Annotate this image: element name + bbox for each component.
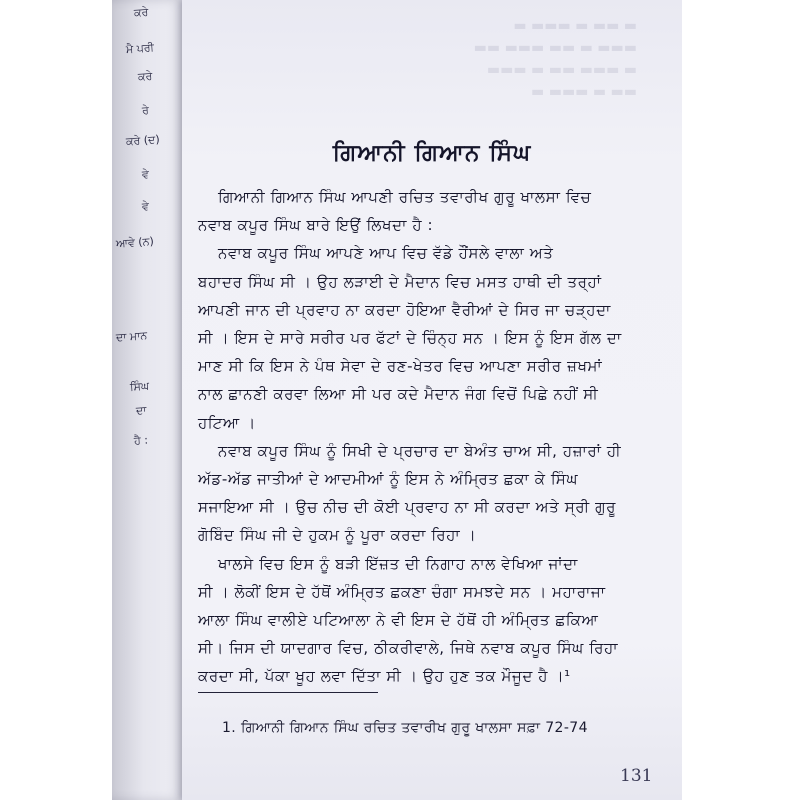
facing-page-edge (112, 0, 182, 800)
page-title: ਗਿਆਨੀ ਗਿਆਨ ਸਿੰਘ (332, 140, 532, 166)
text-line: ਅੱਡ-ਅੱਡ ਜਾਤੀਆਂ ਦੇ ਆਦਮੀਆਂ ਨੂੰ ਇਸ ਨੇ ਅੰਮ੍ਰਿਤ ਛਕਾ ਕੇ ਸਿੰਘ (198, 470, 579, 489)
facing-page-fragment: ਆਵੇ (ਨ) (115, 234, 155, 251)
page-number: 131 (620, 766, 653, 786)
text-line: ਖਾਲਸੇ ਵਿਚ ਇਸ ਨੂੰ ਬੜੀ ਇੱਜ਼ਤ ਦੀ ਨਿਗਾਹ ਨਾਲ ਵੇਖਿਆ ਜਾਂਦਾ (218, 554, 578, 573)
text-line: ਸੀ । ਲੋਕੀਂ ਇਸ ਦੇ ਹੱਥੋਂ ਅੰਮ੍ਰਿਤ ਛਕਣਾ ਚੰਗਾ ਸਮਝਦੇ ਸਨ । ਮਹਾਰਾਜਾ (198, 582, 606, 601)
facing-page-fragment: ਦਾ ਮਾਨ (115, 328, 148, 345)
body-text (198, 183, 664, 691)
facing-page-fragment: ਵੇ (141, 167, 150, 182)
facing-page-fragment: ਰੇ (141, 103, 150, 118)
facing-page-fragment: ਵੇ (141, 199, 150, 214)
text-line: ਗਿਆਨੀ ਗਿਆਨ ਸਿੰਘ ਆਪਣੀ ਰਚਿਤ ਤਵਾਰੀਖ ਗੁਰੂ ਖਾਲਸਾ ਵਿਚ (218, 188, 592, 206)
paragraph (198, 183, 664, 437)
facing-page-fragment: ਕਰੇ (ਦ) (125, 132, 161, 149)
text-line: ਬਹਾਦਰ ਸਿੰਘ ਸੀ । ਉਹ ਲੜਾਈ ਦੇ ਮੈਦਾਨ ਵਿਚ ਮਸਤ ਹਾਥੀ ਦੀ ਤਰ੍ਹਾਂ (198, 272, 602, 291)
text-line: ਸੀ। ਜਿਸ ਦੀ ਯਾਦਗਾਰ ਵਿਚ, ਠੀਕਰੀਵਾਲੇ, ਜਿਥੇ ਨਵਾਬ ਕਪੂਰ ਸਿੰਘ ਰਿਹਾ (198, 639, 619, 658)
footnote: 1. ਗਿਆਨੀ ਗਿਆਨ ਸਿੰਘ ਰਚਿਤ ਤਵਾਰੀਖ ਗੁਰੂ ਖਾਲਸਾ ਸਫ਼ਾ 72-74 (222, 720, 588, 736)
paragraph (198, 550, 664, 691)
background-left (0, 0, 112, 800)
text-line: ਨਾਲ ਛਾਨਣੀ ਕਰਵਾ ਲਿਆ ਸੀ ਪਰ ਕਦੇ ਮੈਦਾਨ ਜੰਗ ਵਿਚੋਂ ਪਿਛੇ ਨਹੀਂ ਸੀ (198, 385, 599, 404)
show-through-text: ▬ ▬▬ ▬ ▬▬▬ ▬ ▬▬▬ ▬ ▬▬ ▬▬▬ ▬▬ ▬ ▬▬▬ ▬▬ ▬ ▬▬▬ ▬▬ ▬ ▬▬▬ ▬ (473, 18, 637, 100)
facing-page-fragment: ਕਰੇ (133, 5, 149, 20)
facing-page-fragment: ਮੈ ਪਰੀ (125, 41, 155, 56)
text-line: ਨਵਾਬ ਕਪੂਰ ਸਿੰਘ ਆਪਣੇ ਆਪ ਵਿਚ ਵੱਡੇ ਹੌਂਸਲੇ ਵਾਲਾ ਅਤੇ (218, 244, 554, 263)
book-page (182, 0, 682, 800)
facing-page-fragment: ਦਾ (135, 403, 147, 418)
text-line: ਆਲਾ ਸਿੰਘ ਵਾਲੀਏ ਪਟਿਆਲਾ ਨੇ ਵੀ ਇਸ ਦੇ ਹੱਥੋਂ ਹੀ ਅੰਮ੍ਰਿਤ ਛਕਿਆ (198, 611, 599, 630)
text-line: ਨਵਾਬ ਕਪੂਰ ਸਿੰਘ ਨੂੰ ਸਿਖੀ ਦੇ ਪ੍ਰਚਾਰ ਦਾ ਬੇਅੰਤ ਚਾਅ ਸੀ, ਹਜ਼ਾਰਾਂ ਹੀ (218, 441, 622, 460)
footnote-divider (198, 692, 378, 693)
text-line: ਸਜਾਇਆ ਸੀ । ਉਚ ਨੀਚ ਦੀ ਕੋਈ ਪ੍ਰਵਾਹ ਨਾ ਸੀ ਕਰਦਾ ਅਤੇ ਸ੍ਰੀ ਗੁਰੂ (198, 498, 617, 517)
text-line: ਮਾਣ ਸੀ ਕਿ ਇਸ ਨੇ ਪੰਥ ਸੇਵਾ ਦੇ ਰਣ-ਖੇਤਰ ਵਿਚ ਆਪਣਾ ਸਰੀਰ ਜ਼ਖਮਾਂ (198, 357, 603, 376)
facing-page-fragment: ਸਿੰਘ (129, 379, 150, 394)
text-line: ਕਰਦਾ ਸੀ, ਪੱਕਾ ਖੂਹ ਲਵਾ ਦਿੱਤਾ ਸੀ । ਉਹ ਹੁਣ ਤਕ ਮੌਜੂਦ ਹੈ ।¹ (198, 667, 571, 686)
paragraph (198, 437, 664, 550)
text-line: ਸੀ । ਇਸ ਦੇ ਸਾਰੇ ਸਰੀਰ ਪਰ ਫੱਟਾਂ ਦੇ ਚਿੰਨ੍ਹ ਸਨ । ਇਸ ਨੂੰ ਇਸ ਗੱਲ ਦਾ (198, 329, 622, 348)
facing-page-fragment: ਕਰੇ (137, 69, 153, 84)
background-right (682, 0, 800, 800)
text-line: ਨਵਾਬ ਕਪੂਰ ਸਿੰਘ ਬਾਰੇ ਇਉਂ ਲਿਖਦਾ ਹੈ : (198, 216, 434, 235)
text-line: ਗੋਬਿੰਦ ਸਿੰਘ ਜੀ ਦੇ ਹੁਕਮ ਨੂੰ ਪੂਰਾ ਕਰਦਾ ਰਿਹਾ । (198, 526, 477, 545)
text-line: ਹਟਿਆ । (198, 413, 256, 432)
text-line: ਆਪਣੀ ਜਾਨ ਦੀ ਪ੍ਰਵਾਹ ਨਾ ਕਰਦਾ ਹੋਇਆ ਵੈਰੀਆਂ ਦੇ ਸਿਰ ਜਾ ਚੜ੍ਹਦਾ (198, 300, 611, 319)
facing-page-fragment: ਹੈ : (133, 433, 149, 448)
